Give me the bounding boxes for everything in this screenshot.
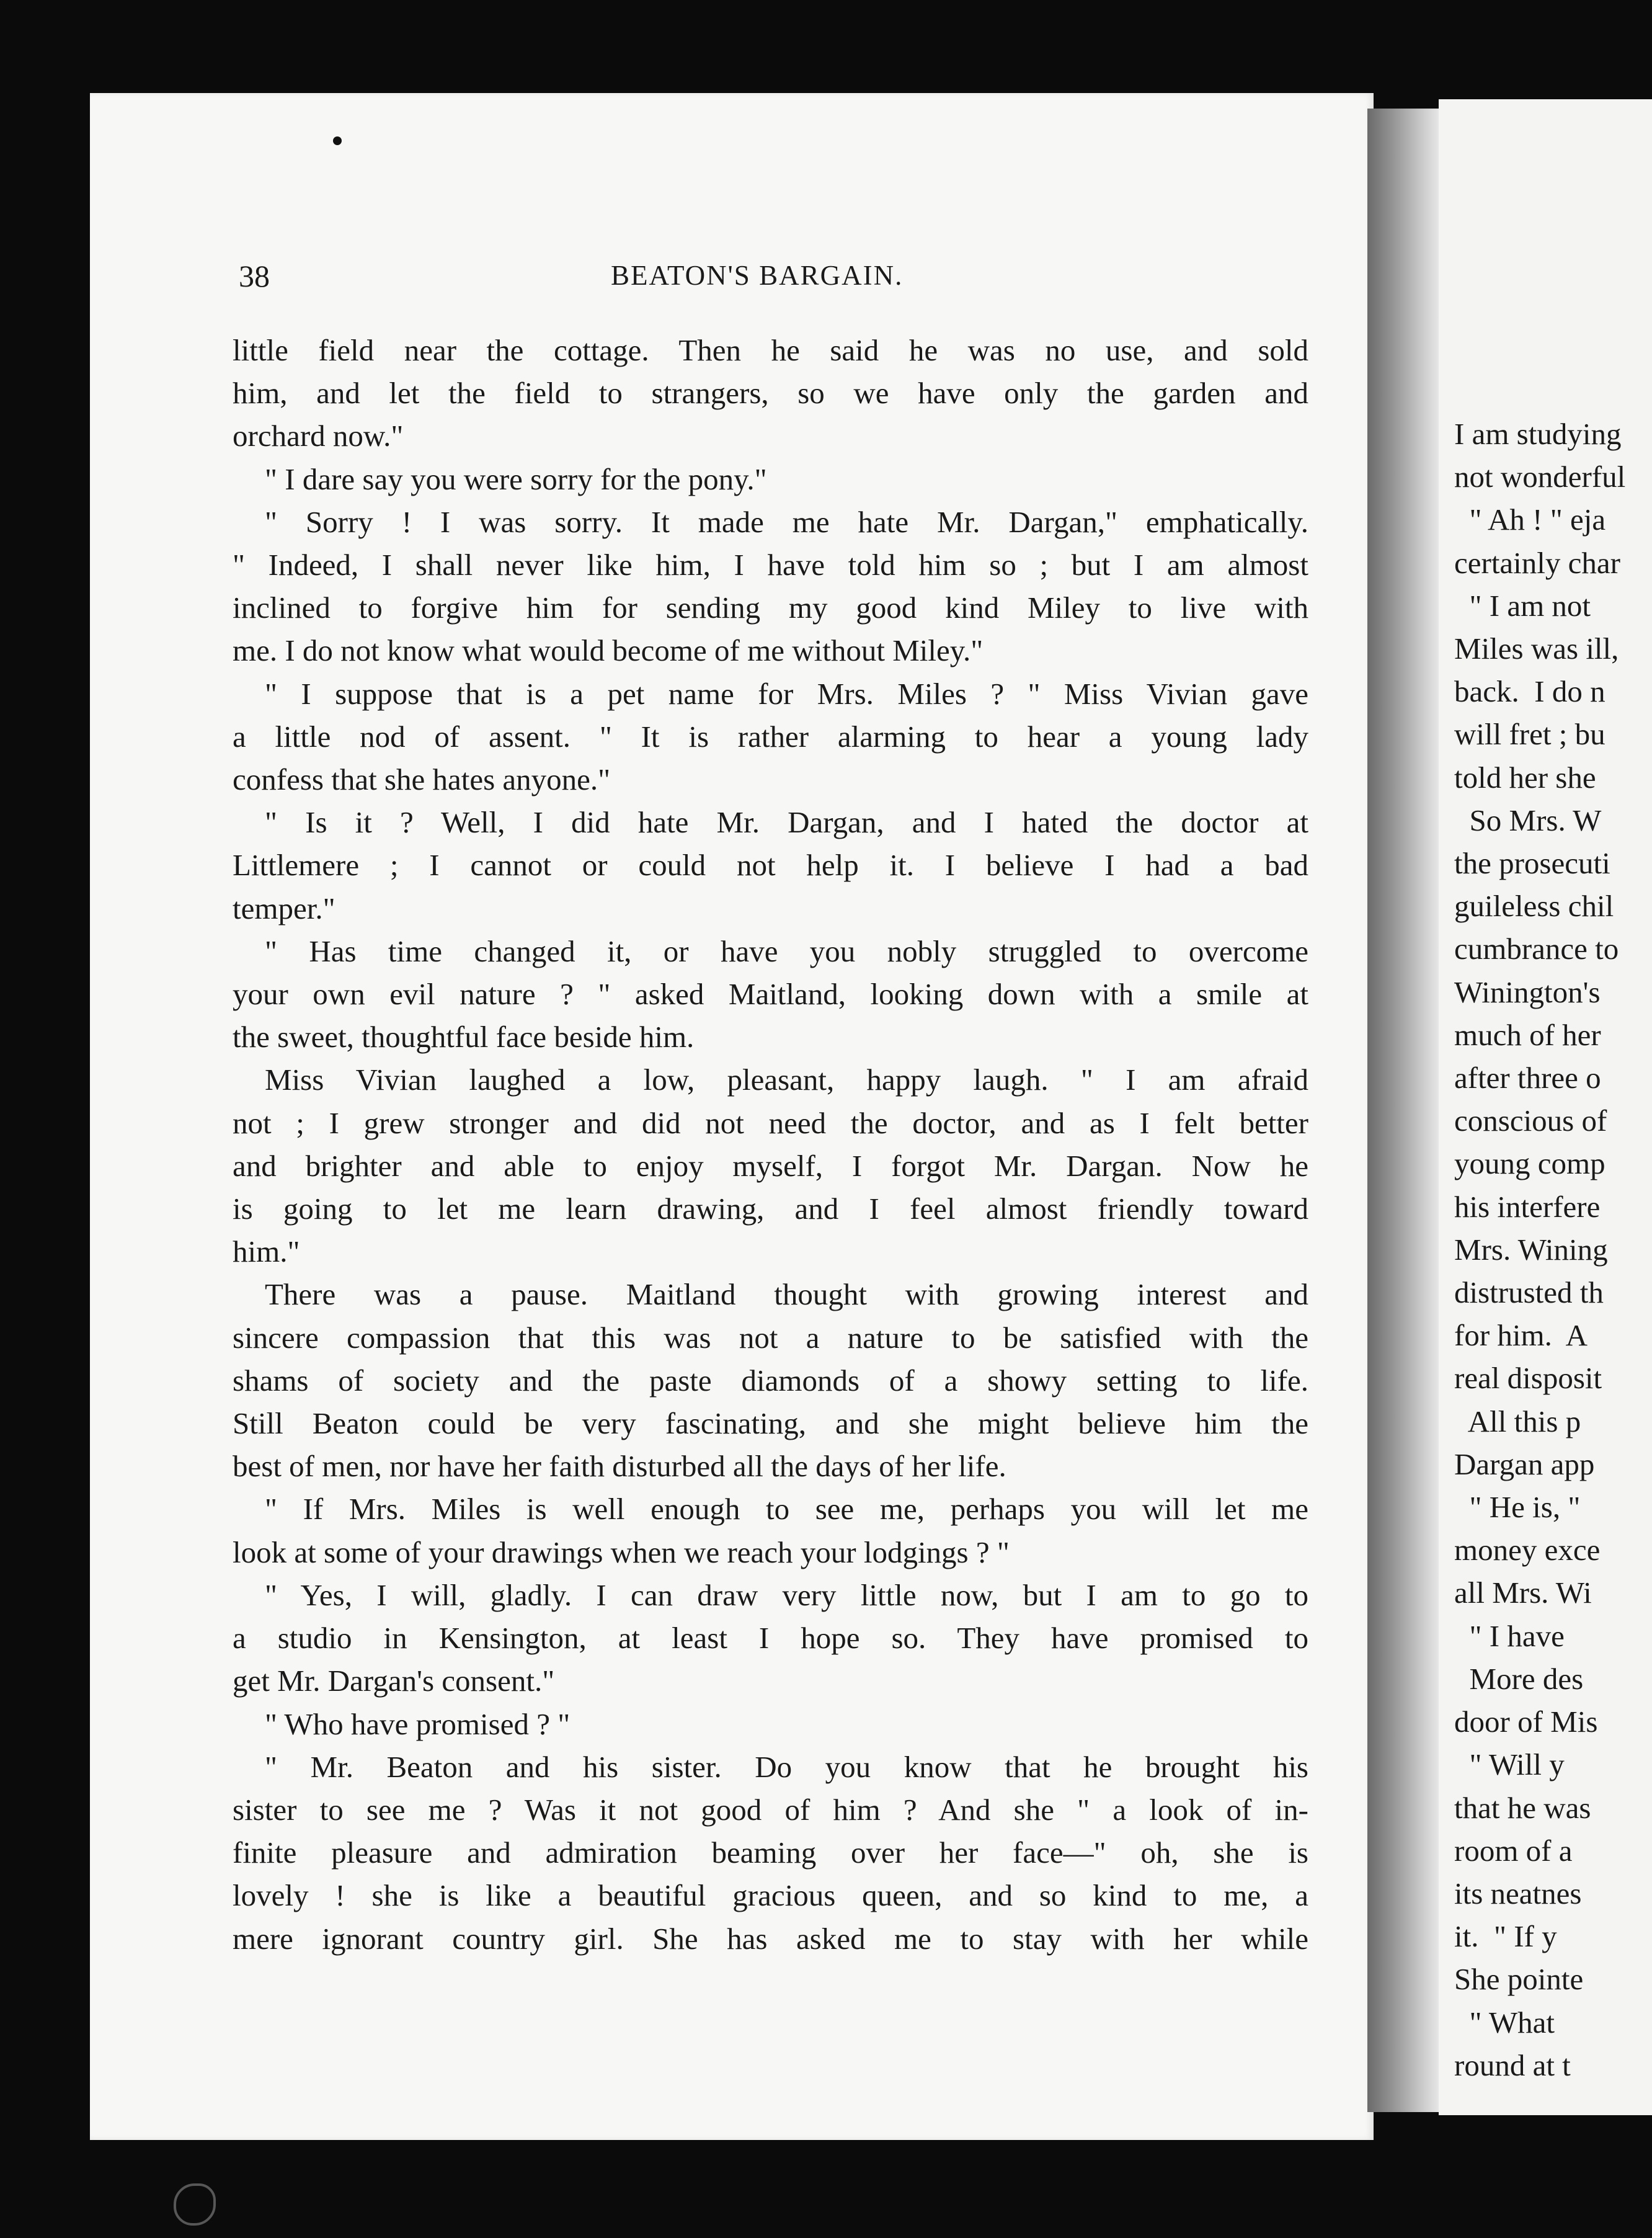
text-line: " Has time changed it, or have you nobly struggled to overcome [265,934,1308,968]
text-line: Littlemere ; I cannot or could not help it. I believe I had a bad [233,848,1308,883]
right-text-line: the prosecuti [1454,846,1610,881]
text-line: shams of society and the paste diamonds of a showy setting to life. [233,1363,1308,1398]
right-page [1439,99,1652,2115]
text-line: him." [233,1234,300,1269]
text-line: and brighter and able to enjoy myself, I forgot Mr. Dargan. Now he [233,1148,1308,1183]
right-text-line: not wonderful [1454,460,1626,494]
text-line: your own evil nature ? " asked Maitland, looking down with a smile at [233,977,1308,1012]
right-text-line: room of a [1454,1833,1573,1868]
right-text-line: door of Mis [1454,1705,1598,1739]
text-line: Still Beaton could be very fascinating, and she might believe him the [233,1406,1308,1441]
body-text [233,329,1308,1960]
text-line: is going to let me learn drawing, and I feel almost friendly toward [233,1192,1308,1226]
text-line: confess that she hates anyone." [233,762,611,797]
text-line: Miss Vivian laughed a low, pleasant, happy laugh. " I am afraid [265,1063,1308,1097]
right-text-line: after three o [1454,1061,1601,1095]
text-line: best of men, nor have her faith disturbed all the days of her life. [233,1449,1006,1484]
text-line: " I suppose that is a pet name for Mrs. Miles ? " Miss Vivian gave [265,676,1308,711]
right-text-line: that he was [1454,1790,1591,1825]
page-number: 38 [239,259,270,293]
text-line: orchard now." [233,419,404,453]
text-line: " Yes, I will, gladly. I can draw very little now, but I am to go to [265,1577,1308,1612]
text-line: get Mr. Dargan's consent." [233,1664,555,1698]
text-line: little field near the cottage. Then he said he was no use, and sold [233,333,1308,367]
right-text-line: round at t [1454,2048,1571,2082]
right-text-line: " He is, " [1454,1490,1581,1525]
right-text-line: money exce [1454,1533,1601,1567]
right-text-line: for him. A [1454,1318,1588,1353]
right-text-line: young comp [1454,1146,1605,1181]
right-text-line: certainly char [1454,545,1620,580]
right-text-line: " Ah ! " eja [1454,502,1606,537]
text-line: mere ignorant country girl. She has asked me to stay with her while [233,1921,1308,1956]
right-text-line: cumbrance to [1454,932,1619,966]
book-gutter [1367,109,1439,2112]
text-line: There was a pause. Maitland thought with growing interest and [265,1277,1308,1312]
running-head: BEATON'S BARGAIN. [611,260,904,291]
right-text-line: I am studying [1454,417,1622,451]
right-text-line: " What [1454,2005,1555,2040]
text-line: " Who have promised ? " [265,1706,571,1741]
right-text-line: distrusted th [1454,1275,1604,1310]
right-text-line: Mrs. Wining [1454,1232,1608,1267]
text-line: him, and let the field to strangers, so we have only the garden and [233,376,1308,411]
right-text-line: Miles was ill, [1454,631,1619,666]
text-line: " Mr. Beaton and his sister. Do you know that he brought his [265,1749,1308,1784]
text-line: finite pleasure and admiration beaming over her face—" oh, she is [233,1835,1308,1870]
text-line: look at some of your drawings when we reach your lodgings ? " [233,1535,1010,1569]
text-line: not ; I grew stronger and did not need the doctor, and as I felt better [233,1105,1308,1140]
right-page-text [1454,412,1652,2087]
right-text-line: it. " If y [1454,1919,1557,1954]
text-line: me. I do not know what would become of me without Miley." [233,633,984,668]
right-text-line: " Will y [1454,1747,1565,1782]
text-line: " I dare say you were sorry for the pony." [265,461,767,496]
right-text-line: all Mrs. Wi [1454,1576,1592,1610]
right-text-line: More des [1454,1661,1584,1696]
text-line: a studio in Kensington, at least I hope so. They have promised to [233,1621,1308,1656]
text-line: sister to see me ? Was it not good of him ? And she " a look of in- [233,1792,1308,1827]
text-line: sincere compassion that this was not a nature to be satisfied with the [233,1320,1308,1355]
text-line: lovely ! she is like a beautiful gracious queen, and so kind to me, a [233,1878,1308,1913]
text-line: " If Mrs. Miles is well enough to see me, perhaps you will let me [265,1492,1308,1527]
right-text-line: guileless chil [1454,889,1614,924]
scan-mark [174,2183,216,2226]
right-text-line: its neatnes [1454,1876,1582,1910]
ink-dot [333,136,342,145]
right-text-line: real disposit [1454,1361,1602,1396]
right-text-line: " I am not [1454,588,1591,623]
right-text-line: So Mrs. W [1454,803,1602,837]
right-text-line: much of her [1454,1017,1601,1052]
right-text-line: Winington's [1454,974,1601,1009]
right-text-line: told her she [1454,760,1596,795]
text-line: temper." [233,891,335,925]
text-line: " Is it ? Well, I did hate Mr. Dargan, and I hated the doctor at [265,805,1308,840]
right-text-line: conscious of [1454,1103,1607,1138]
text-line: a little nod of assent. " It is rather alarming to hear a young lady [233,719,1308,754]
right-text-line: Dargan app [1454,1447,1595,1481]
text-line: " Indeed, I shall never like him, I have told him so ; but I am almost [233,548,1308,582]
text-line: inclined to forgive him for sending my good kind Miley to live with [233,591,1308,625]
right-text-line: his interfere [1454,1189,1601,1224]
text-line: " Sorry ! I was sorry. It made me hate Mr. Dargan," emphatically. [265,504,1308,539]
right-text-line: All this p [1454,1404,1581,1438]
right-text-line: She pointe [1454,1962,1584,1997]
right-text-line: " I have [1454,1618,1565,1653]
right-text-line: back. I do n [1454,674,1605,709]
text-line: the sweet, thoughtful face beside him. [233,1020,695,1054]
right-text-line: will fret ; bu [1454,717,1605,752]
